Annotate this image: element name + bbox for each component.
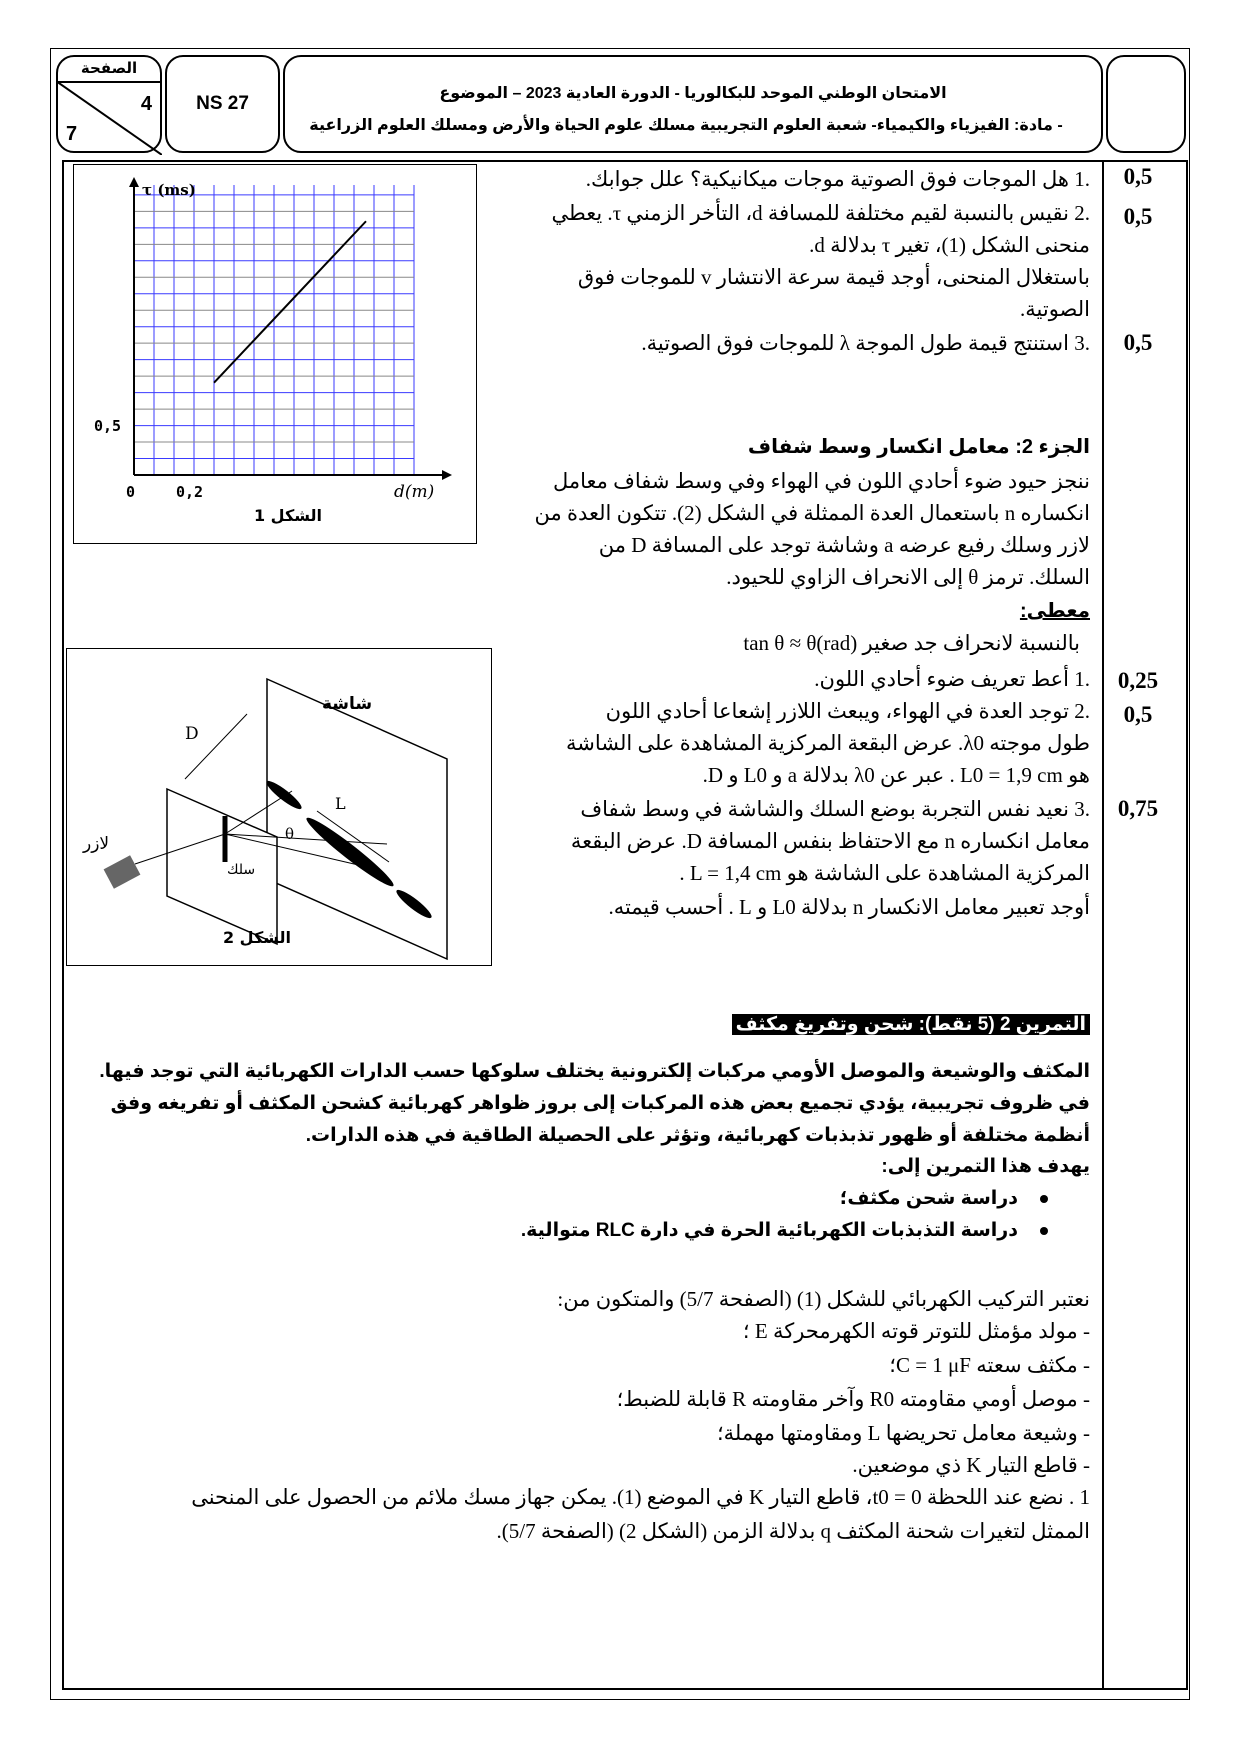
screen-plane xyxy=(267,679,447,959)
exam-code: NS 27 xyxy=(196,93,249,114)
x-axis-label: d(m) xyxy=(394,482,435,502)
setup-item-1: - مولد مؤمثل للتوتر قوته الكهرمحركة E ؛ xyxy=(742,1319,1090,1343)
given-text: بالنسبة لانحراف جد صغير tan θ ≈ θ(rad) xyxy=(743,631,1080,655)
setup-item-4: - وشيعة معامل تحريضها L ومقاومتها مهملة؛ xyxy=(716,1421,1090,1445)
setup-intro: نعتبر التركيب الكهربائي للشكل (1) (الصفحة 5/7) والمتكون من: xyxy=(557,1287,1090,1311)
exam-code-box xyxy=(165,55,280,153)
p1-q1-points: 0,5 xyxy=(1123,164,1153,189)
exercise2-title-text: التمرين 2 (5 نقط): شحن وتفريغ مكثف xyxy=(732,1014,1090,1035)
theta-label: θ xyxy=(285,825,295,843)
aim-1-text: دراسة شحن مكثف؛ xyxy=(839,1188,1018,1209)
origin-label: 0 xyxy=(126,483,136,501)
bullet-icon xyxy=(1040,1195,1048,1203)
p1-q3: .3 استنتج قيمة طول الموجة λ للموجات فوق الصوتية. xyxy=(641,331,1090,355)
aim-2-text: دراسة التذبذبات الكهربائية الحرة في دارة RLC متوالية. xyxy=(520,1220,1018,1241)
y-axis-label: τ (ms) xyxy=(142,181,196,199)
exam-subject: - مادة: الفيزياء والكيمياء- شعبة العلوم التجريبية مسلك علوم الحياة والأرض ومسلك العلوم الزراعية xyxy=(309,117,1063,134)
p1-q2-l4: الصوتية. xyxy=(1020,297,1090,321)
wire-label: سلك xyxy=(227,862,256,878)
screen-label: شاشة xyxy=(322,694,373,714)
ex2-q1-l2: الممثل لتغيرات شحنة المكثف q بدلالة الزمن (الشكل 2) (الصفحة 5/7). xyxy=(496,1519,1090,1543)
y-axis-arrow xyxy=(129,177,139,187)
p1-q2-l1: .2 نقيس بالنسبة لقيم مختلفة للمسافة d، التأخر الزمني τ. يعطي xyxy=(551,201,1090,225)
p2-q2-points: 0,5 xyxy=(1123,702,1153,727)
laser-body xyxy=(104,855,141,889)
figure-2 xyxy=(66,648,492,966)
p2-q3-l3: المركزية المشاهدة على الشاشة هو L = 1,4 cm . xyxy=(679,861,1090,885)
setup-item-3: - موصل أومي مقاومته R0 وآخر مقاومته R قابلة للضبط؛ xyxy=(616,1387,1090,1411)
exercise2-intro-l2: في ظروف تجريبية، يؤدي تجميع بعض هذه المركبات إلى بروز ظواهر كهربائية كشحن المكثف أو تفريغه وفق xyxy=(110,1093,1090,1114)
x-tick-label: 0,2 xyxy=(176,483,204,501)
figure-2-diagram xyxy=(67,649,491,965)
setup-item-5: - قاطع التيار K ذي موضعين. xyxy=(852,1453,1090,1477)
p2-q3-l4: أوجد تعبير معامل الانكسار n بدلالة L0 و L . أحسب قيمته. xyxy=(608,895,1090,919)
given-title: معطى: xyxy=(1019,600,1090,622)
x-axis-arrow xyxy=(442,470,452,480)
L-label: L xyxy=(335,794,346,813)
figure-1-chart xyxy=(74,165,476,543)
bullet-icon xyxy=(1040,1227,1048,1235)
part2-intro-l1: ننجز حيود ضوء أحادي اللون في الهواء وفي وسط شفاف معامل xyxy=(552,469,1090,493)
part2-title: الجزء 2: معامل انكسار وسط شفاف xyxy=(747,436,1090,458)
p2-q1: .1 أعط تعريف ضوء أحادي اللون. xyxy=(814,667,1090,691)
p1-q2-points: 0,5 xyxy=(1123,204,1153,229)
p1-q2-l2: منحنى الشكل (1)، تغير τ بدلالة d. xyxy=(809,233,1090,257)
setup-item-2: - مكثف سعته C = 1 μF؛ xyxy=(889,1353,1090,1377)
p2-q3-points: 0,75 xyxy=(1117,796,1159,821)
exam-title: الامتحان الوطني الموحد للبكالوريا - الدورة العادية 2023 – الموضوع xyxy=(439,85,947,102)
ex2-q1-l1: 1 . نضع عند اللحظة t0 = 0، قاطع التيار K في الموضع (1). يمكن جهاز مسك ملائم من الحصول على المنحنى xyxy=(191,1485,1090,1509)
part2-intro-l2: انكساره n باستعمال العدة الممثلة في الشكل (2). تتكون العدة من xyxy=(534,501,1090,525)
figure-1-caption: الشكل 1 xyxy=(253,506,323,525)
p2-q2-l1: .2 توجد العدة في الهواء، ويبعث اللازر إشعاعا أحادي اللون xyxy=(605,699,1090,723)
page-current: 4 xyxy=(140,93,152,115)
p2-q1-points: 0,25 xyxy=(1117,668,1159,693)
aim-1 xyxy=(840,1184,1048,1214)
aims-title: يهدف هذا التمرين إلى: xyxy=(881,1156,1090,1177)
page-total: 7 xyxy=(66,123,78,145)
p1-q2-l3: باستغلال المنحنى، أوجد قيمة سرعة الانتشار v للموجات فوق xyxy=(577,265,1090,289)
y-tick-label: 0,5 xyxy=(94,417,122,435)
part2-intro-l4: السلك. ترمز θ إلى الانحراف الزاوي للحيود. xyxy=(726,565,1090,589)
p1-q3-points: 0,5 xyxy=(1123,330,1153,355)
figure-1 xyxy=(73,164,477,544)
p2-q3-l1: .3 نعيد نفس التجربة بوضع السلك والشاشة في وسط شفاف xyxy=(580,797,1090,821)
wire-plane xyxy=(167,789,277,944)
figure-2-caption: الشكل 2 xyxy=(222,928,292,947)
points-divider xyxy=(1102,160,1104,1690)
page-number-box xyxy=(56,55,162,153)
exam-title-box xyxy=(283,55,1103,153)
page-label: الصفحة xyxy=(80,60,138,77)
aim-2 xyxy=(521,1216,1048,1246)
series-line xyxy=(214,221,366,382)
exercise2-intro-l1: المكثف والوشيعة والموصل الأومي مركبات إلكترونية يختلف سلوكها حسب الدارات الكهربائية التي توجد فيها. xyxy=(99,1061,1090,1082)
header-right-box xyxy=(1106,55,1186,153)
exercise2-intro-l3: أنظمة مختلفة أو ظهور تذبذبات كهربائية، وتؤثر على الحصيلة الطاقية في هذه الدارات. xyxy=(305,1125,1090,1146)
p2-q2-l2: طول موجته λ0. عرض البقعة المركزية المشاهدة على الشاشة xyxy=(566,731,1090,755)
laser-label: لازر xyxy=(83,834,110,854)
p2-q2-l3: هو L0 = 1,9 cm . عبر عن λ0 بدلالة a و L0 و D. xyxy=(702,763,1090,787)
D-label: D xyxy=(185,724,199,744)
exercise2-title xyxy=(732,1010,1090,1040)
p2-q3-l2: معامل انكساره n مع الاحتفاظ بنفس المسافة D. عرض البقعة xyxy=(570,829,1090,853)
p1-q1: .1 هل الموجات فوق الصوتية موجات ميكانيكية؟ علل جوابك. xyxy=(585,167,1090,191)
part2-intro-l3: لازر وسلك رفيع عرضه a وشاشة توجد على المسافة D من xyxy=(598,533,1090,557)
